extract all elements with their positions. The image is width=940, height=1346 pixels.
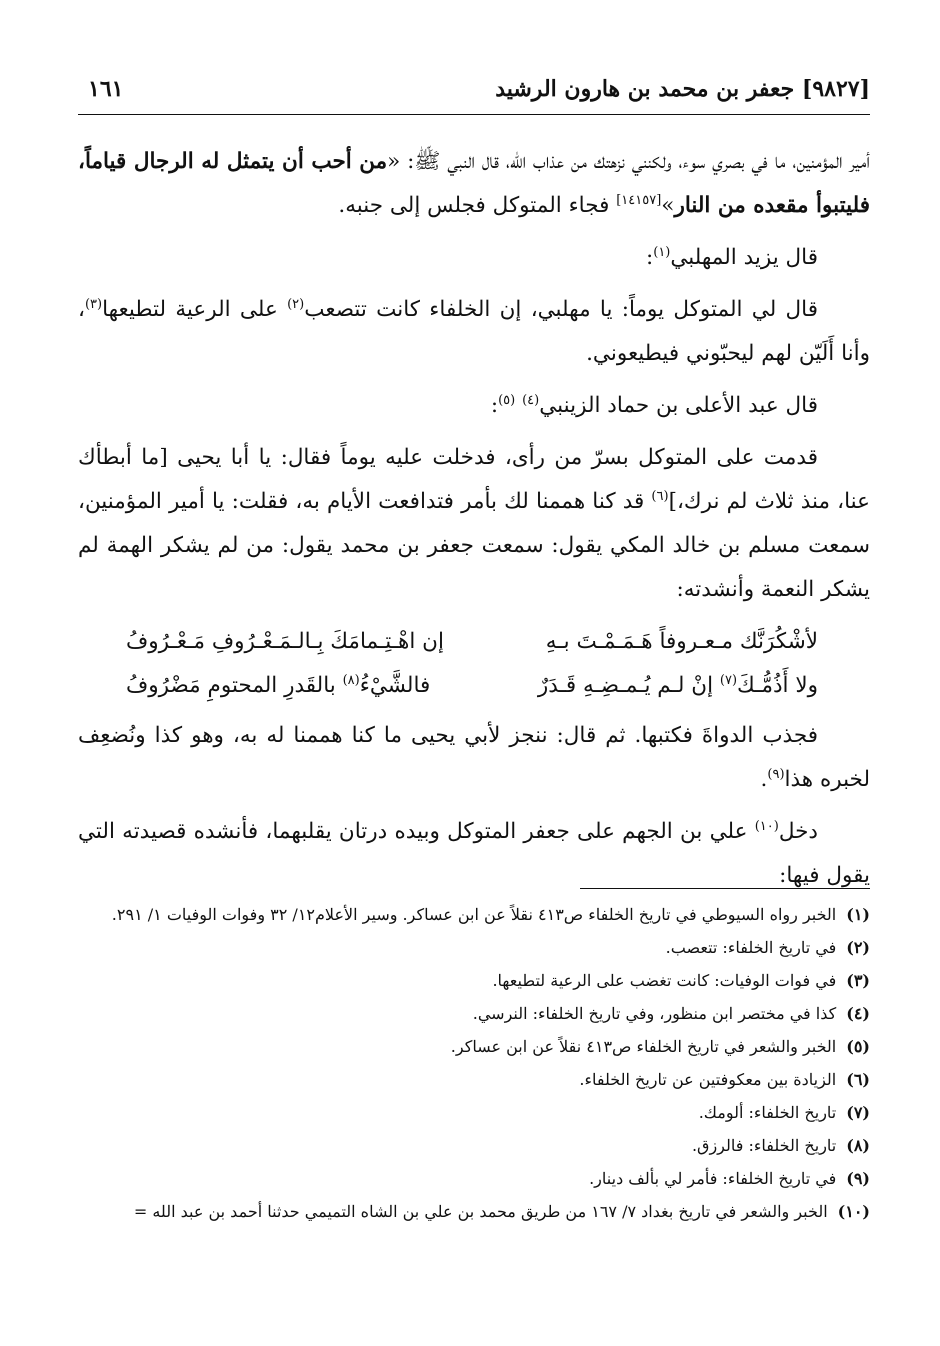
footnote-ref: (٤) bbox=[522, 392, 540, 408]
hadith-number: [١٤١٥٧] bbox=[616, 192, 662, 208]
text-run: قال عبد الأعلى بن حماد الزينبي bbox=[539, 393, 818, 418]
text-run: دخل bbox=[778, 819, 818, 844]
text-run: ، وأنا أَلَيّن لهم ليحبّوني فيطيعوني. bbox=[78, 297, 870, 366]
paragraph-7 bbox=[78, 810, 870, 898]
text-run: قد كنا هممنا لك بأمر فتدافعت الأيام به، فقلت: يا أمير المؤمنين، سمعت مسلم بن خالد المكي يقول: سمعت جعفر بن محمد يقول: من لم يشكر الهمة لم يشكر النعمة وأنشدته: bbox=[78, 489, 870, 602]
footnote-ref: (٧) bbox=[719, 672, 738, 688]
poem bbox=[78, 620, 870, 708]
paragraph-2 bbox=[78, 236, 870, 280]
footnote bbox=[78, 1030, 870, 1063]
footnote-text: في تاريخ الخلفاء: تتعصب. bbox=[665, 938, 837, 957]
paragraph-6 bbox=[78, 714, 870, 802]
header-title: [٩٨٢٧] جعفر بن محمد بن هارون الرشيد bbox=[495, 76, 870, 102]
verse-line-1 bbox=[78, 620, 870, 664]
footnote bbox=[78, 997, 870, 1030]
verse-first-hemistich bbox=[538, 664, 818, 708]
verse-second-hemistich: إن اهْـتِـمامَكَ بِـالـمَـعْـرُوفِ مَـعْـرُوفُ bbox=[126, 629, 444, 654]
footnote-ref: (١) bbox=[653, 244, 671, 260]
footnote-number: (٣) bbox=[846, 971, 870, 990]
footnote-text: الزيادة بين معكوفتين عن تاريخ الخلفاء. bbox=[579, 1070, 837, 1089]
footnote bbox=[78, 931, 870, 964]
text-run: قدمت على المتوكل بسرّ من رأى، فدخلت عليه يوماً فقال: يا أبا يحيى [ما أبطأك عنا، منذ ثلاث لم نرك،] bbox=[78, 445, 870, 514]
footnote bbox=[78, 964, 870, 997]
footnote bbox=[78, 898, 870, 931]
footnote-number: (٥) bbox=[846, 1037, 870, 1056]
text-run: فجذب الدواةَ فكتبها. ثم قال: ننجز لأبي يحيى ما كنا هممنا له به، وهو كذا ونُضعِف لخبره هذا bbox=[78, 723, 870, 792]
footnote bbox=[78, 1063, 870, 1096]
text-run: » bbox=[661, 193, 675, 218]
text-run: فالشَّيْءُ bbox=[359, 673, 431, 698]
footnote-number: (١٠) bbox=[837, 1202, 870, 1221]
text-run: علي بن الجهم على جعفر المتوكل وبيده درتان يقلبهما، فأنشده قصيدته التي يقول فيها: bbox=[78, 819, 870, 888]
text-run: ولا أَذُمُّـكَ bbox=[737, 673, 818, 698]
paragraph-4 bbox=[78, 384, 870, 428]
text-run: بالقَدرِ المحتومِ مَضْرُوفُ bbox=[126, 673, 343, 698]
footnote-ref: (٣) bbox=[84, 296, 103, 312]
footnote-number: (٦) bbox=[846, 1070, 870, 1089]
footnote-number: (٨) bbox=[846, 1136, 870, 1155]
text-run: قال يزيد المهلبي bbox=[670, 245, 818, 270]
text-run: قال لي المتوكل يوماً: يا مهلبي، إن الخلفاء كانت تتصعب bbox=[304, 297, 818, 322]
hadith-quote: من أحب أن يتمثل له الرجال قياماً، فليتبوأ مقعده من النار bbox=[78, 149, 870, 218]
text-run: : bbox=[490, 393, 499, 418]
main-text bbox=[78, 140, 870, 906]
text-run: . bbox=[760, 767, 768, 792]
footnote-number: (١) bbox=[846, 905, 870, 924]
verse-second-hemistich bbox=[126, 664, 430, 708]
footnotes bbox=[78, 898, 870, 1228]
footnote-number: (٤) bbox=[846, 1004, 870, 1023]
footnote bbox=[78, 1129, 870, 1162]
footnote-text: الخبر والشعر في تاريخ الخلفاء ص٤١٣ نقلاً عن ابن عساكر. bbox=[450, 1037, 837, 1056]
verse-first-hemistich: لأشْكُرَنَّك مـعـروفاً هَـمَـمْـتَ بـهِ bbox=[545, 629, 818, 654]
text-run: على الرعية لتطيعها bbox=[102, 297, 288, 322]
text-run: فجاء المتوكل فجلس إلى جنبه. bbox=[338, 193, 617, 218]
paragraph-1 bbox=[78, 140, 870, 228]
footnote-text: في تاريخ الخلفاء: فأمر لي بألف دينار. bbox=[589, 1169, 837, 1188]
footnote-ref: (٦) bbox=[651, 488, 669, 504]
footnote-number: (٢) bbox=[846, 938, 870, 957]
footnote-text: تاريخ الخلفاء: ألومك. bbox=[698, 1103, 837, 1122]
text-run: إنْ لـم يُـمـضِـهِ قَـدَرٌ bbox=[537, 673, 720, 698]
footnote-ref: (١٠) bbox=[754, 818, 779, 834]
paragraph-3 bbox=[78, 288, 870, 376]
footnote-number: (٧) bbox=[846, 1103, 870, 1122]
text-run: أمير المؤمنين، ما في بصري سوء، ولكنني نزهتك من عذاب الله، قال النبي ﷺ: « bbox=[387, 149, 870, 174]
footnote-ref: (٥) bbox=[498, 392, 516, 408]
footnote-ref: (٨) bbox=[342, 672, 360, 688]
paragraph-5 bbox=[78, 436, 870, 612]
footnote-text: تاريخ الخلفاء: فالرزق. bbox=[691, 1136, 837, 1155]
footnote bbox=[78, 1162, 870, 1195]
text-run: : bbox=[645, 245, 654, 270]
footnote bbox=[78, 1195, 870, 1228]
footnote-ref: (٢) bbox=[287, 296, 305, 312]
footnote-separator bbox=[580, 888, 870, 889]
footnote-number: (٩) bbox=[846, 1169, 870, 1188]
footnote-ref: (٩) bbox=[767, 766, 785, 782]
footnote-text: الخبر والشعر في تاريخ بغداد ٧/ ١٦٧ من طريق محمد بن علي بن الشاه التميمي حدثنا أحمد بن عبد الله = bbox=[133, 1202, 828, 1221]
footnote-text: في فوات الوفيات: كانت تغضب على الرعية لتطيعها. bbox=[492, 971, 837, 990]
verse-line-2 bbox=[78, 664, 870, 708]
running-header bbox=[78, 70, 870, 115]
footnote-text: كذا في مختصر ابن منظور، وفي تاريخ الخلفاء: النرسي. bbox=[472, 1004, 837, 1023]
footnote-text: الخبر رواه السيوطي في تاريخ الخلفاء ص٤١٣ نقلاً عن ابن عساكر. وسير الأعلام١٢/ ٣٢ وفوات الوفيات ١/ ٢٩١. bbox=[111, 905, 837, 924]
footnote bbox=[78, 1096, 870, 1129]
page-number: ١٦١ bbox=[88, 76, 124, 102]
